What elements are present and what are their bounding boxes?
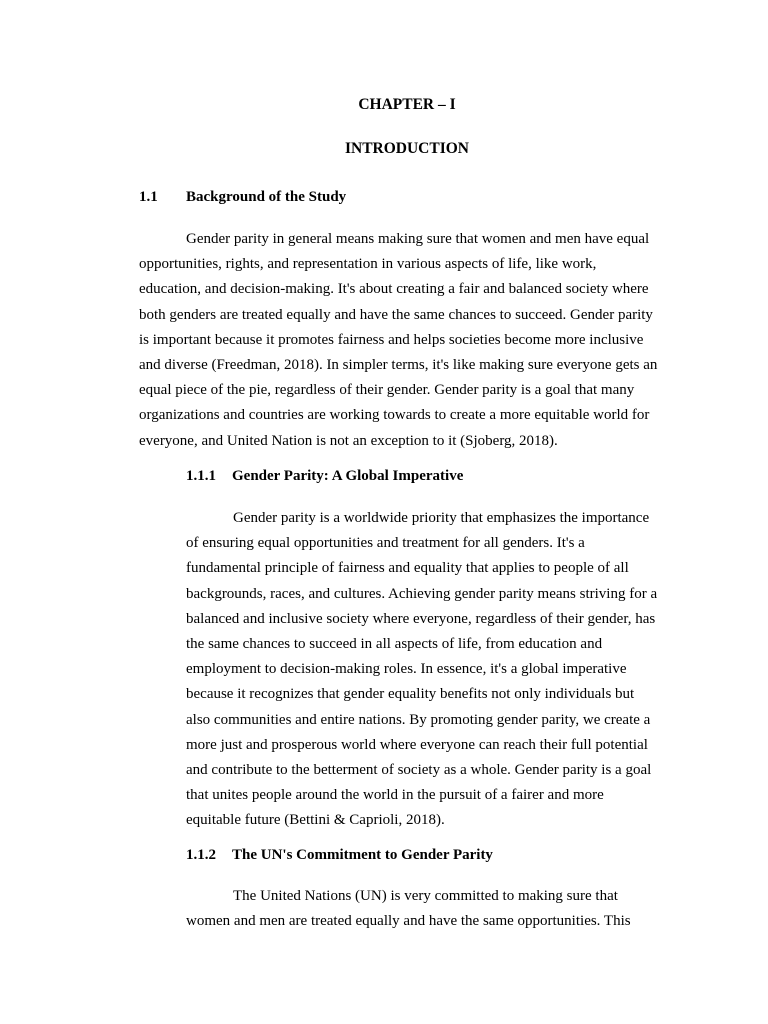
text-line: because it recognizes that gender equality benefits not only individuals but	[186, 686, 635, 703]
text-line: and contribute to the betterment of society as a whole. Gender parity is a goal	[186, 762, 652, 779]
text-line: the same chances to succeed in all aspects of life, from education and	[186, 636, 603, 653]
chapter-title: INTRODUCTION	[344, 140, 469, 157]
section-title: The UN's Commitment to Gender Parity	[232, 847, 493, 863]
text-line: is important because it promotes fairness and helps societies become more inclusive	[139, 331, 644, 348]
text-line: women and men are treated equally and have the same opportunities. This	[186, 913, 631, 930]
text-line: organizations and countries are working towards to create a more equitable world for	[139, 407, 650, 424]
text-line: that unites people around the world in the pursuit of a fairer and more	[186, 787, 604, 804]
text-line: also communities and entire nations. By promoting gender parity, we create a	[186, 711, 651, 728]
paragraph-un-commitment	[186, 884, 631, 934]
paragraph-global-imperative	[186, 506, 657, 834]
section-number: 1.1	[139, 189, 158, 205]
text-line: fundamental principle of fairness and equality that applies to people of all	[186, 560, 629, 577]
section-heading-1-1-1	[186, 468, 463, 485]
text-line: education, and decision-making. It's about creating a fair and balanced society where	[139, 281, 649, 298]
text-line: balanced and inclusive society where everyone, regardless of their gender, has	[186, 610, 656, 627]
text-line: of ensuring equal opportunities and treatment for all genders. It's a	[186, 535, 585, 552]
text-line: both genders are treated equally and have the same chances to succeed. Gender parity	[139, 306, 653, 323]
text-line: employment to decision-making roles. In essence, it's a global imperative	[186, 661, 627, 678]
section-title: Background of the Study	[186, 189, 347, 205]
section-number: 1.1.2	[186, 847, 216, 863]
paragraph-background	[139, 227, 657, 454]
text-line: opportunities, rights, and representation in various aspects of life, like work,	[139, 256, 597, 273]
text-line: Gender parity is a worldwide priority that emphasizes the importance	[233, 510, 650, 526]
section-number: 1.1.1	[186, 468, 216, 484]
text-line: Gender parity in general means making sure that women and men have equal	[186, 231, 650, 247]
text-line: everyone, and United Nation is not an exception to it (Sjoberg, 2018).	[139, 432, 558, 449]
section-title: Gender Parity: A Global Imperative	[232, 468, 464, 484]
text-line: The United Nations (UN) is very committed to making sure that	[233, 888, 618, 904]
text-line: equal piece of the pie, regardless of their gender. Gender parity is a goal that many	[139, 382, 635, 399]
chapter-label: CHAPTER – I	[358, 96, 456, 113]
section-heading-1-1-2	[186, 847, 493, 864]
text-line: equitable future (Bettini & Caprioli, 2018).	[186, 812, 445, 829]
text-line: backgrounds, races, and cultures. Achieving gender parity means striving for a	[186, 585, 658, 602]
section-heading-1-1	[139, 189, 346, 206]
text-line: more just and prosperous world where everyone can reach their full potential	[186, 736, 648, 753]
text-line: and diverse (Freedman, 2018). In simpler terms, it's like making sure everyone gets an	[139, 357, 658, 374]
